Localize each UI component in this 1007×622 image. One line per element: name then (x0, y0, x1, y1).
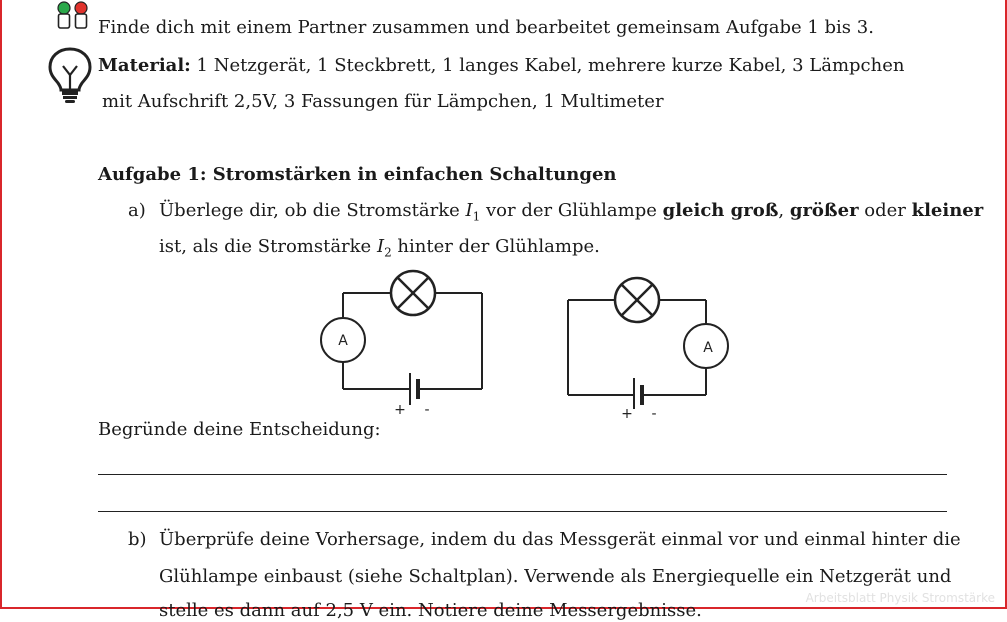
task-a-line-1 (159, 200, 983, 222)
current-variable: I (376, 236, 385, 257)
ammeter-symbol (321, 318, 365, 362)
separator: , (778, 200, 790, 221)
minus-label: - (424, 402, 430, 418)
material-label: Material: (98, 55, 191, 76)
material-line-1 (98, 55, 904, 77)
material-line-2: mit Aufschrift 2,5V, 3 Fassungen für Lämpchen, 1 Multimeter (102, 91, 664, 112)
justification-label: Begründe deine Entscheidung: (98, 419, 381, 440)
ammeter-label: A (338, 333, 348, 349)
option-greater: größer (789, 200, 859, 221)
lamp-symbol (615, 278, 659, 322)
current-subscript: 1 (472, 209, 481, 224)
circuit-diagram-ammeter-before-lamp (312, 265, 497, 425)
task-b-line-1: Überprüfe deine Vorhersage, indem du das Messgerät einmal vor und einmal hinter die (159, 529, 961, 550)
battery-symbol (634, 378, 642, 409)
answer-line[interactable] (98, 474, 947, 475)
answer-line[interactable] (98, 511, 947, 512)
lightbulb-icon (47, 46, 93, 104)
watermark: Arbeitsblatt Physik Stromstärke (805, 591, 995, 605)
plus-label: + (394, 402, 406, 418)
task-b-line-3: stelle es dann auf 2,5 V ein. Notiere deine Messergebnisse. (159, 600, 702, 621)
lamp-symbol (391, 271, 435, 315)
option-smaller: kleiner (911, 200, 984, 221)
plus-label: + (621, 406, 633, 422)
task-b-line-2: Glühlampe einbaust (siehe Schaltplan). Verwende als Energiequelle ein Netzgerät und (159, 566, 952, 587)
partner-icon (55, 0, 91, 30)
current-subscript: 2 (384, 245, 392, 260)
task-a-marker: a) (128, 200, 146, 221)
task-a-text: vor der Glühlampe (480, 200, 663, 221)
partner-instruction: Finde dich mit einem Partner zusammen und bearbeitet gemeinsam Aufgabe 1 bis 3. (98, 17, 874, 38)
material-text: 1 Netzgerät, 1 Steckbrett, 1 langes Kabel, mehrere kurze Kabel, 3 Lämpchen (190, 55, 905, 76)
minus-label: - (651, 406, 657, 422)
ammeter-symbol (684, 324, 728, 368)
ammeter-label: A (703, 340, 713, 356)
task-a-text: ist, als die Stromstärke (159, 236, 377, 257)
task-a-text: Überlege dir, ob die Stromstärke (159, 200, 466, 221)
task-a-line-2 (159, 236, 600, 258)
task-a-text: hinter der Glühlampe. (391, 236, 600, 257)
circuit-diagram-ammeter-after-lamp (557, 275, 742, 425)
option-equal: gleich groß (662, 200, 779, 221)
battery-symbol (410, 373, 418, 405)
task-a-text: oder (858, 200, 912, 221)
task-heading: Aufgabe 1: Stromstärken in einfachen Schaltungen (98, 164, 617, 185)
current-variable: I (465, 200, 473, 221)
task-b-marker: b) (128, 529, 147, 550)
